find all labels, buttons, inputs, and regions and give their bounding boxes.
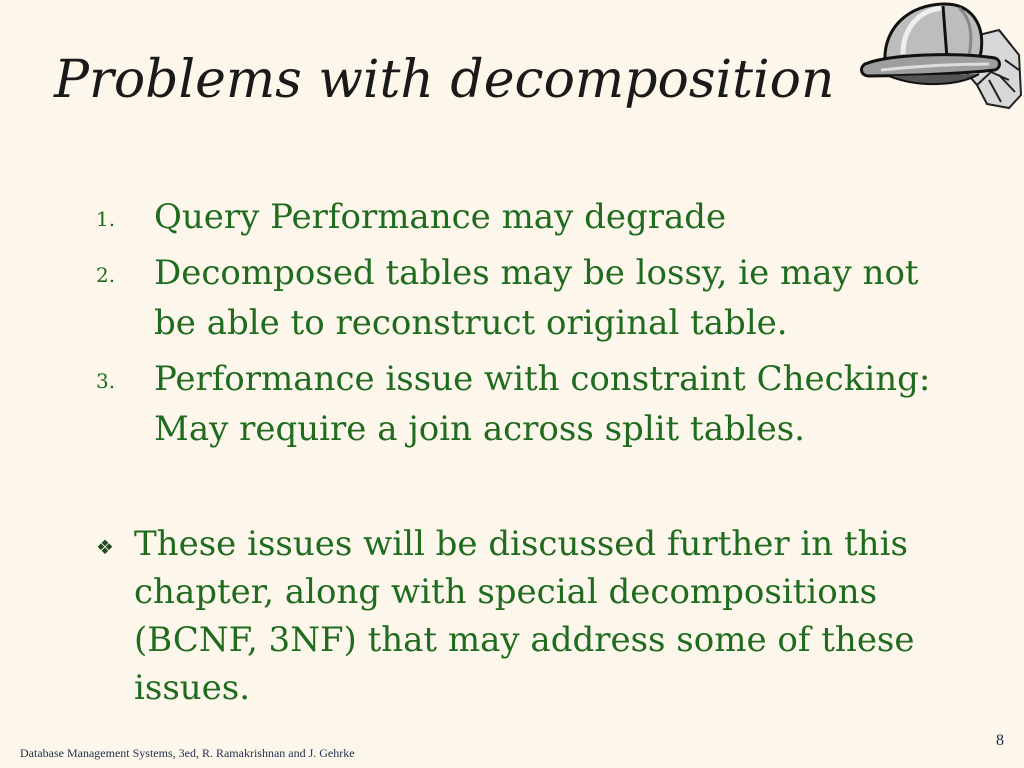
list-item-number: 3. xyxy=(96,369,116,393)
bullet-item xyxy=(96,520,946,712)
list-item-number: 1. xyxy=(96,207,116,231)
list-item-text: Decomposed tables may be lossy, ie may not be able to reconstruct original table. xyxy=(154,253,919,343)
numbered-list xyxy=(96,192,956,460)
hard-hat-gloves-icon xyxy=(859,0,1024,115)
slide-footer: Database Management Systems, 3ed, R. Ramakrishnan and J. Gehrke xyxy=(20,746,355,760)
list-item-text: Query Performance may degrade xyxy=(154,197,727,237)
diamond-bullet-icon: ❖ xyxy=(96,535,114,559)
list-item xyxy=(96,248,956,348)
bullet-text: These issues will be discussed further in this chapter, along with special decompositions (BCNF, 3NF) that may address some of these issues. xyxy=(134,524,915,708)
slide-title: Problems with decomposition xyxy=(54,50,835,110)
list-item xyxy=(96,354,956,454)
list-item-number: 2. xyxy=(96,263,116,287)
list-item-text: Performance issue with constraint Checking: May require a join across split tables. xyxy=(154,359,931,449)
page-number: 8 xyxy=(996,732,1004,749)
list-item xyxy=(96,192,956,242)
